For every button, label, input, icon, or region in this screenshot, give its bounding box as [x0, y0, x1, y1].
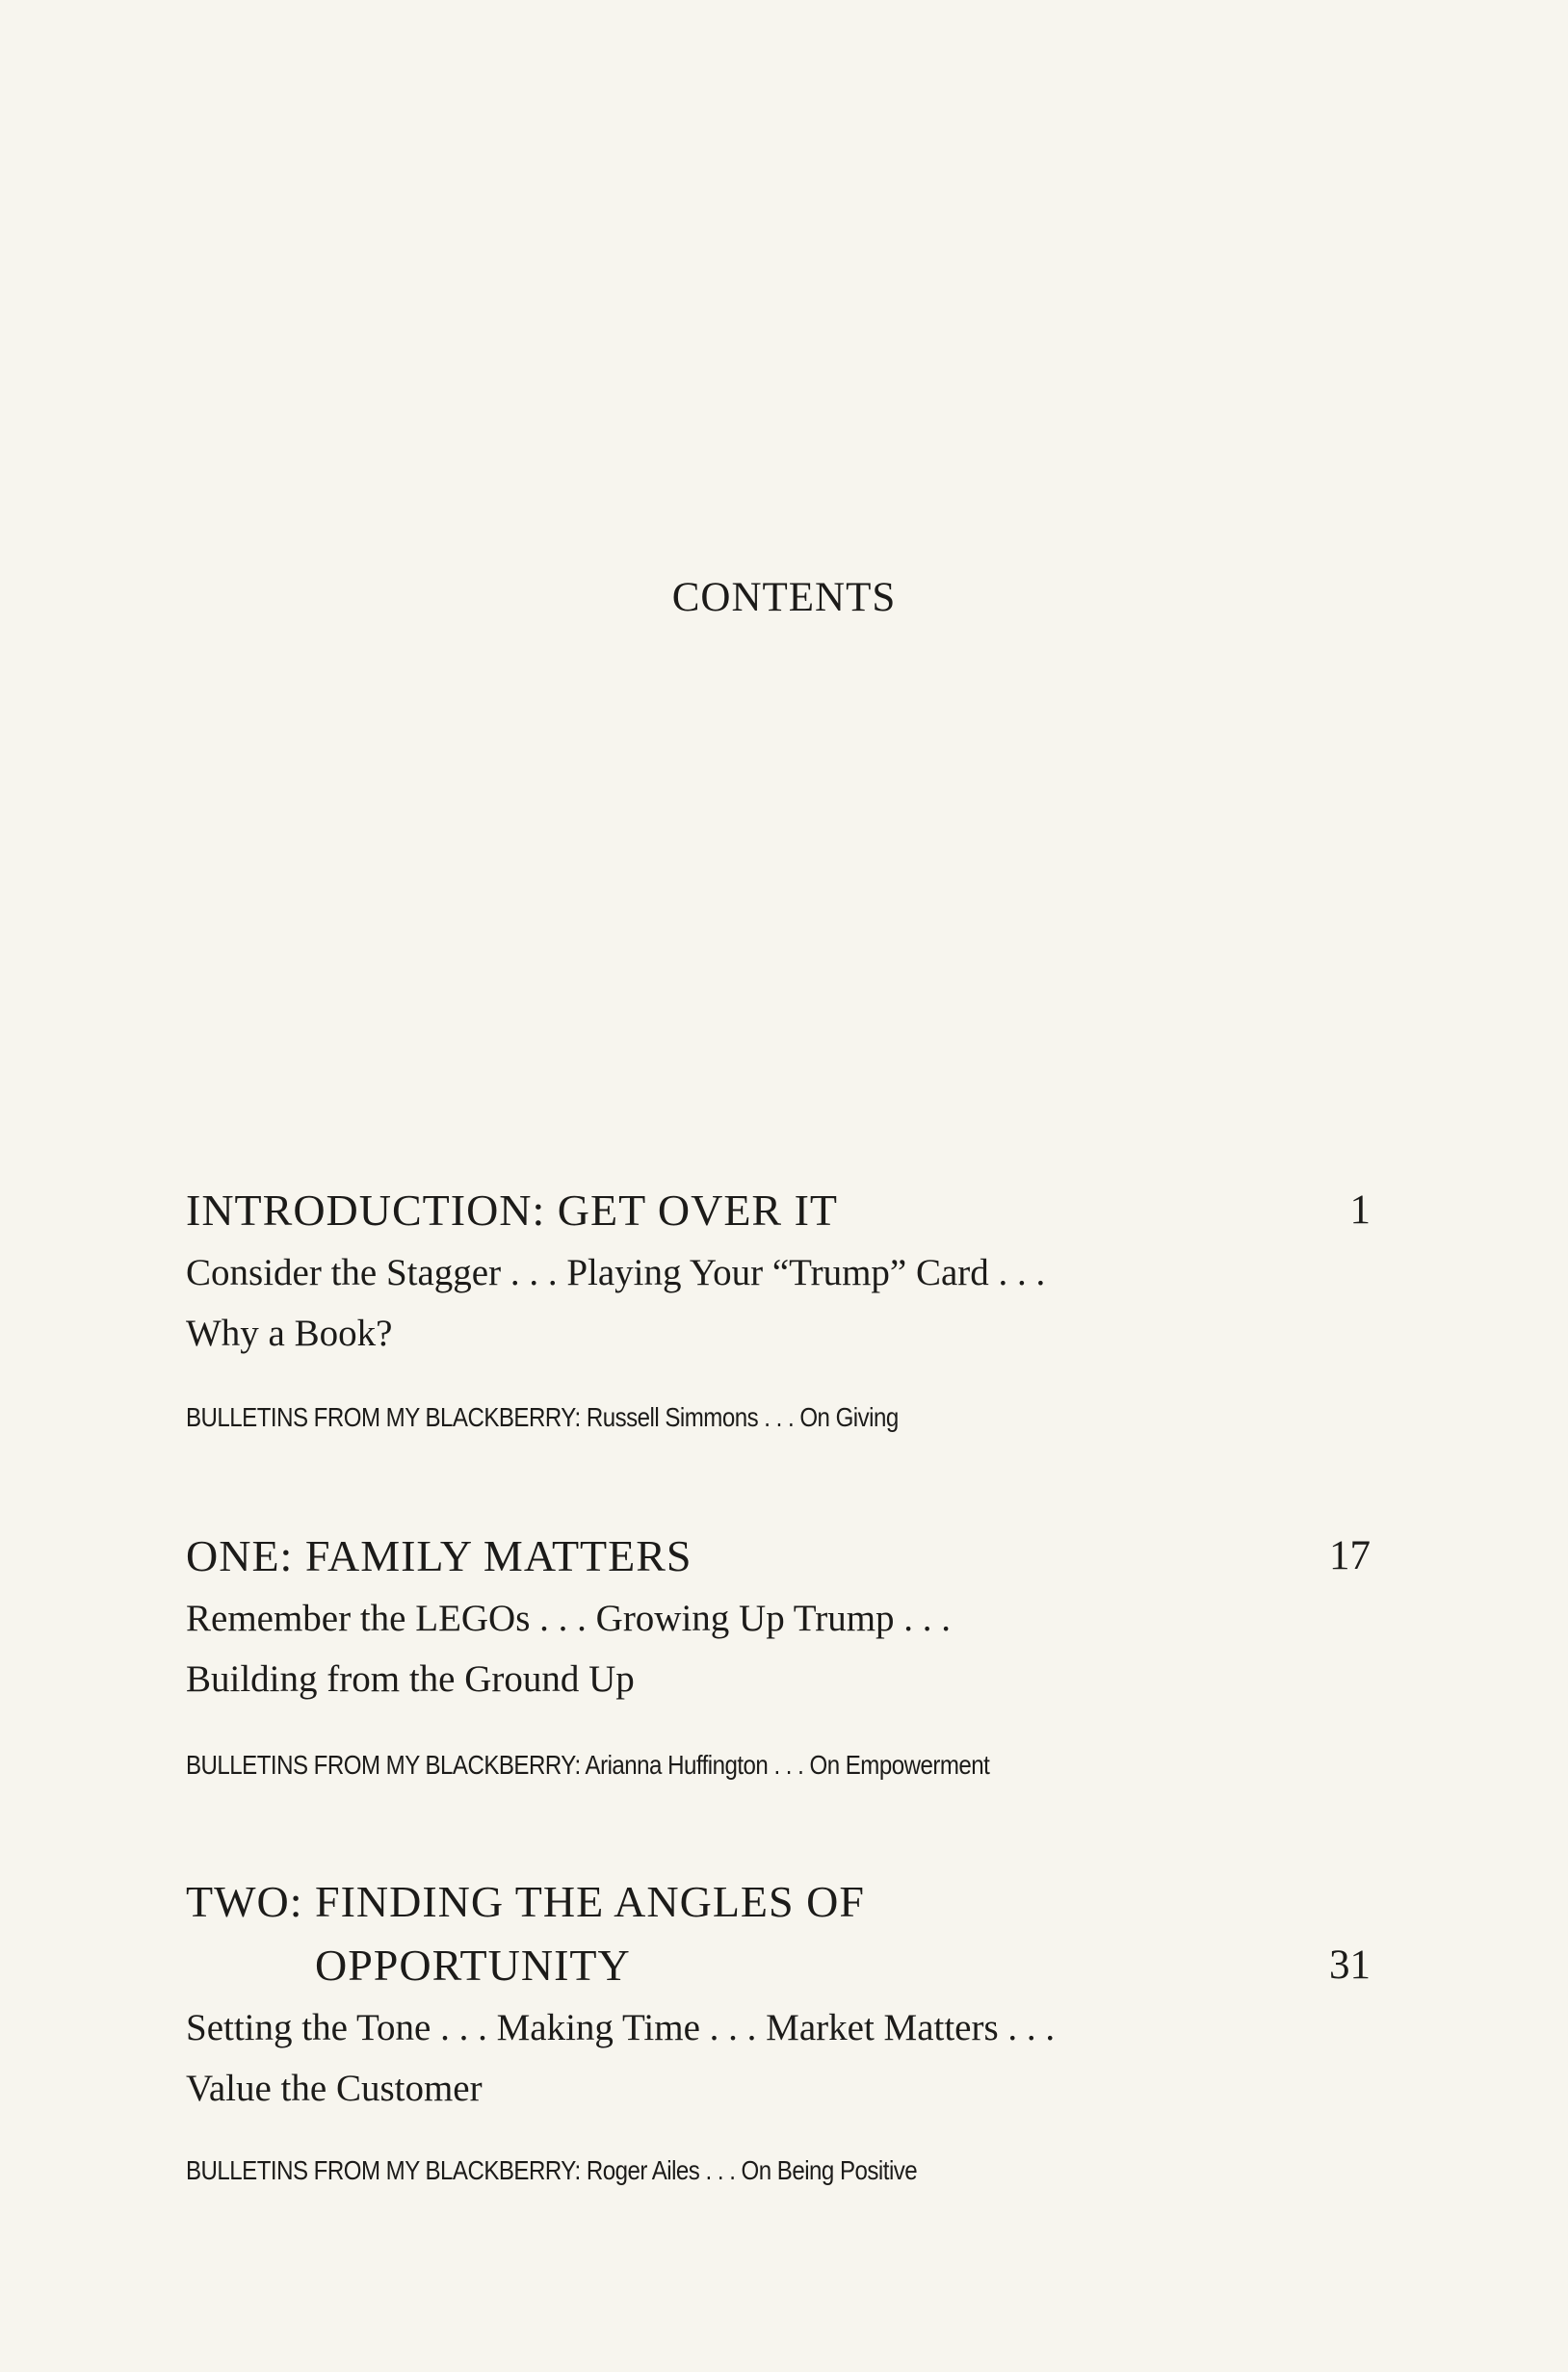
chapter-summary [186, 1242, 1197, 1364]
summary-line: Setting the Tone . . . Making Time . . . Market Matters . . . [186, 2007, 1056, 2048]
chapter-title [186, 1179, 1149, 1242]
summary-line: Remember the LEGOs . . . Growing Up Trump . . . [186, 1598, 952, 1639]
summary-line: Why a Book? [186, 1313, 393, 1354]
chapter-title-line: INTRODUCTION: GET OVER IT [186, 1186, 839, 1235]
toc-entry-two [186, 1870, 1371, 2185]
toc-entry-one [186, 1525, 1371, 1780]
bulletin-line: BULLETINS FROM MY BLACKBERRY: Arianna Huffington . . . On Empowerment [186, 1750, 990, 1780]
summary-line: Value the Customer [186, 2068, 483, 2109]
chapter-title [186, 1525, 1149, 1588]
bulletin-line: BULLETINS FROM MY BLACKBERRY: Roger Ailes . . . On Being Positive [186, 2155, 918, 2185]
bulletin-line: BULLETINS FROM MY BLACKBERRY: Russell Simmons . . . On Giving [186, 1402, 899, 1432]
page-number: 1 [1349, 1187, 1371, 1233]
page-number: 31 [1329, 1942, 1371, 1988]
chapter-title [186, 1870, 1149, 1997]
summary-line: Consider the Stagger . . . Playing Your “Trump” Card . . . [186, 1252, 1046, 1293]
page-number: 17 [1329, 1533, 1371, 1578]
chapter-title-line: TWO: FINDING THE ANGLES OF [186, 1877, 865, 1926]
chapter-title-line: OPPORTUNITY [315, 1941, 631, 1990]
toc-entry-introduction [186, 1179, 1371, 1432]
chapter-title-line: ONE: FAMILY MATTERS [186, 1531, 693, 1580]
contents-heading: CONTENTS [671, 575, 897, 620]
summary-line: Building from the Ground Up [186, 1658, 635, 1700]
chapter-summary [186, 1588, 1197, 1709]
chapter-summary [186, 1997, 1197, 2119]
